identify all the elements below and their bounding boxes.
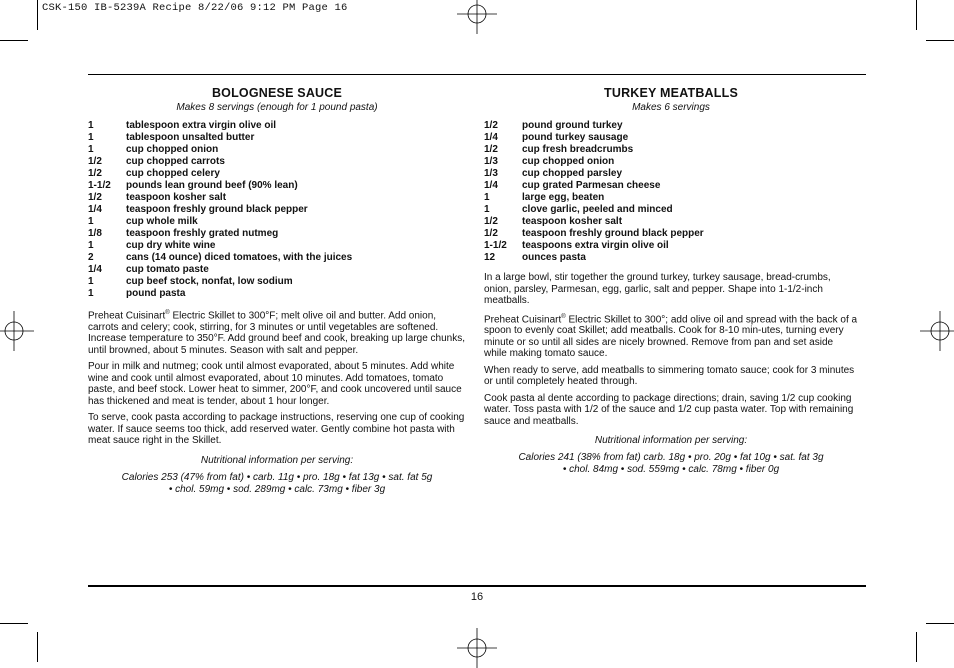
ingredient-quantity: 1 bbox=[484, 192, 490, 203]
ingredient-row bbox=[88, 288, 466, 300]
ingredient-quantity: 1 bbox=[88, 120, 94, 131]
servings-note: Makes 8 servings (enough for 1 pound pasta) bbox=[176, 102, 378, 113]
nutrition-heading: Nutritional information per serving: bbox=[200, 454, 354, 466]
ingredient-quantity: 1/2 bbox=[484, 216, 498, 227]
ingredient-quantity: 1 bbox=[88, 288, 94, 299]
method-paragraph: Preheat Cuisinart® Electric Skillet to 300°F; melt olive oil and butter. Add onion, carrots and celery; cook, stirring, for 3 minutes or until vegetables are softened. Increase temperature to 350°F. Add ground beef and cook, breaking up large chunks, until browned, about 5 minutes. Season with salt and pepper. bbox=[88, 310, 466, 356]
bolognese-recipe bbox=[88, 86, 466, 496]
ingredient-quantity: 1 bbox=[88, 276, 94, 287]
ingredient-name: tablespoon unsalted butter bbox=[126, 132, 255, 143]
ingredient-quantity: 1/2 bbox=[484, 120, 498, 131]
top-rule bbox=[88, 74, 866, 75]
ingredient-quantity: 1/2 bbox=[88, 192, 102, 203]
ingredient-row bbox=[484, 240, 858, 252]
ingredient-name: pounds lean ground beef (90% lean) bbox=[126, 180, 298, 191]
ingredient-row bbox=[484, 120, 858, 132]
ingredient-quantity: 1 bbox=[88, 240, 94, 251]
ingredient-name: pound ground turkey bbox=[522, 120, 623, 131]
ingredient-row bbox=[88, 204, 466, 216]
registration-mark-bottom bbox=[457, 628, 497, 668]
ingredient-name: cup chopped onion bbox=[522, 156, 615, 167]
ingredient-name: teaspoon freshly ground black pepper bbox=[522, 228, 704, 239]
ingredient-row bbox=[88, 276, 466, 288]
ingredient-row bbox=[484, 132, 858, 144]
method-paragraph: When ready to serve, add meatballs to simmering tomato sauce; cook for 3 minutes or until completely heated through. bbox=[484, 364, 855, 388]
ingredient-row bbox=[88, 120, 466, 132]
method-paragraph: In a large bowl, stir together the ground turkey, turkey sausage, bread-crumbs, onion, parsley, Parmesan, egg, garlic, salt and pepper. Shape into 1-1/2-inch meatballs. bbox=[484, 272, 831, 306]
recipe-title: TURKEY MEATBALLS bbox=[604, 86, 738, 100]
method-paragraph: To serve, cook pasta according to package instructions, reserving one cup of cooking water. If sauce seems too thick, add reserved water. Gently combine hot pasta with meat sauce right in the Skillet. bbox=[88, 412, 465, 447]
bottom-rule bbox=[88, 585, 866, 587]
ingredient-list bbox=[88, 120, 466, 300]
ingredient-name: teaspoon freshly grated nutmeg bbox=[126, 228, 279, 239]
ingredient-row bbox=[484, 252, 858, 264]
ingredient-name: tablespoon extra virgin olive oil bbox=[126, 120, 277, 131]
ingredient-name: cup dry white wine bbox=[126, 240, 216, 251]
ingredient-quantity: 1 bbox=[88, 144, 94, 155]
ingredient-name: ounces pasta bbox=[522, 252, 586, 263]
ingredient-quantity: 1/3 bbox=[484, 156, 498, 167]
recipe-title: BOLOGNESE SAUCE bbox=[211, 86, 343, 100]
method-paragraph: Preheat Cuisinart® Electric Skillet to 300°; add olive oil and spread with the back of a spoon to evenly coat Skillet; add meatballs. Cook for 8-10 min-utes, turning every minute or so until all sides are nicely browned. Remove from pan and set aside while making tomato sauce. bbox=[484, 313, 858, 360]
ingredient-quantity: 1-1/2 bbox=[88, 180, 111, 191]
ingredient-quantity: 1/2 bbox=[484, 144, 498, 155]
ingredient-quantity: 1/4 bbox=[88, 204, 102, 215]
ingredient-row bbox=[88, 264, 466, 276]
ingredient-name: cup chopped carrots bbox=[126, 156, 225, 167]
turkey-meatballs-recipe bbox=[484, 86, 858, 476]
ingredient-quantity: 1 bbox=[88, 216, 94, 227]
ingredient-quantity: 2 bbox=[88, 252, 94, 263]
ingredient-name: cup whole milk bbox=[126, 216, 198, 227]
ingredient-name: cup chopped onion bbox=[126, 144, 219, 155]
nutrition-line: Calories 241 (38% from fat) carb. 18g • pro. 20g • fat 10g • sat. fat 3g bbox=[518, 452, 824, 464]
registration-mark-top bbox=[457, 0, 497, 34]
ingredient-row bbox=[88, 144, 466, 156]
ingredient-name: cup chopped celery bbox=[126, 168, 220, 179]
ingredient-quantity: 1 bbox=[88, 132, 94, 143]
ingredient-quantity: 1-1/2 bbox=[484, 240, 507, 251]
ingredient-row bbox=[484, 144, 858, 156]
ingredient-quantity: 1/4 bbox=[88, 264, 102, 275]
ingredient-quantity: 12 bbox=[484, 252, 496, 263]
page-number: 16 bbox=[470, 591, 484, 603]
nutrition-line: Calories 253 (47% from fat) • carb. 11g • pro. 18g • fat 13g • sat. fat 5g bbox=[121, 471, 433, 483]
ingredient-row bbox=[484, 228, 858, 240]
nutrition-line: • chol. 84mg • sod. 559mg • calc. 78mg • fiber 0g bbox=[562, 464, 780, 476]
ingredient-row bbox=[88, 132, 466, 144]
method-paragraph: Pour in milk and nutmeg; cook until almost evaporated, about 5 minutes. Add white wine and cook until almost evaporated, about 10 minutes. Add tomatoes, tomato paste, and beef stock. Lower heat to simmer, 200°F, and cook uncovered until sauce has thickened and meat is tender, about 1 hour longer. bbox=[88, 361, 462, 407]
nutrition-line: • chol. 59mg • sod. 289mg • calc. 73mg • fiber 3g bbox=[168, 483, 386, 495]
ingredient-quantity: 1/2 bbox=[484, 228, 498, 239]
ingredient-quantity: 1 bbox=[484, 204, 490, 215]
registration-mark-right bbox=[920, 311, 954, 351]
ingredient-name: teaspoons extra virgin olive oil bbox=[522, 240, 669, 251]
ingredient-name: pound turkey sausage bbox=[522, 132, 629, 143]
ingredient-name: pound pasta bbox=[126, 288, 186, 299]
registration-mark-left bbox=[0, 311, 34, 351]
ingredient-row bbox=[88, 168, 466, 180]
printer-slug: CSK-150 IB-5239A Recipe 8/22/06 9:12 PM Page 16 bbox=[42, 2, 348, 14]
ingredient-row bbox=[484, 192, 858, 204]
ingredient-name: teaspoon freshly ground black pepper bbox=[126, 204, 308, 215]
servings-note: Makes 6 servings bbox=[632, 102, 710, 113]
ingredient-name: clove garlic, peeled and minced bbox=[522, 204, 673, 215]
ingredient-name: cup grated Parmesan cheese bbox=[522, 180, 661, 191]
ingredient-row bbox=[88, 240, 466, 252]
ingredient-row bbox=[88, 228, 466, 240]
ingredient-row bbox=[484, 216, 858, 228]
ingredient-name: cup beef stock, nonfat, low sodium bbox=[126, 276, 293, 287]
ingredient-row bbox=[88, 252, 466, 264]
ingredient-row bbox=[484, 156, 858, 168]
ingredient-row bbox=[88, 180, 466, 192]
ingredient-name: cup chopped parsley bbox=[522, 168, 623, 179]
ingredient-row bbox=[484, 204, 858, 216]
nutrition-heading: Nutritional information per serving: bbox=[594, 435, 748, 447]
ingredient-quantity: 1/4 bbox=[484, 180, 498, 191]
ingredient-row bbox=[88, 216, 466, 228]
ingredient-quantity: 1/4 bbox=[484, 132, 498, 143]
ingredient-name: cup tomato paste bbox=[126, 264, 209, 275]
ingredient-row bbox=[88, 192, 466, 204]
ingredient-name: teaspoon kosher salt bbox=[126, 192, 227, 203]
ingredient-quantity: 1/3 bbox=[484, 168, 498, 179]
ingredient-list bbox=[484, 120, 858, 264]
ingredient-name: teaspoon kosher salt bbox=[522, 216, 623, 227]
ingredient-row bbox=[484, 180, 858, 192]
ingredient-quantity: 1/8 bbox=[88, 228, 102, 239]
ingredient-name: cup fresh breadcrumbs bbox=[522, 144, 634, 155]
ingredient-name: cans (14 ounce) diced tomatoes, with the juices bbox=[126, 252, 353, 263]
ingredient-row bbox=[484, 168, 858, 180]
ingredient-quantity: 1/2 bbox=[88, 156, 102, 167]
ingredient-row bbox=[88, 156, 466, 168]
ingredient-quantity: 1/2 bbox=[88, 168, 102, 179]
ingredient-name: large egg, beaten bbox=[522, 192, 605, 203]
method-paragraph: Cook pasta al dente according to package directions; drain, saving 1/2 cup cooking water. Toss pasta with 1/2 of the sauce and 1/2 cup pasta water. Top with remaining sauce and meatballs. bbox=[484, 392, 854, 427]
